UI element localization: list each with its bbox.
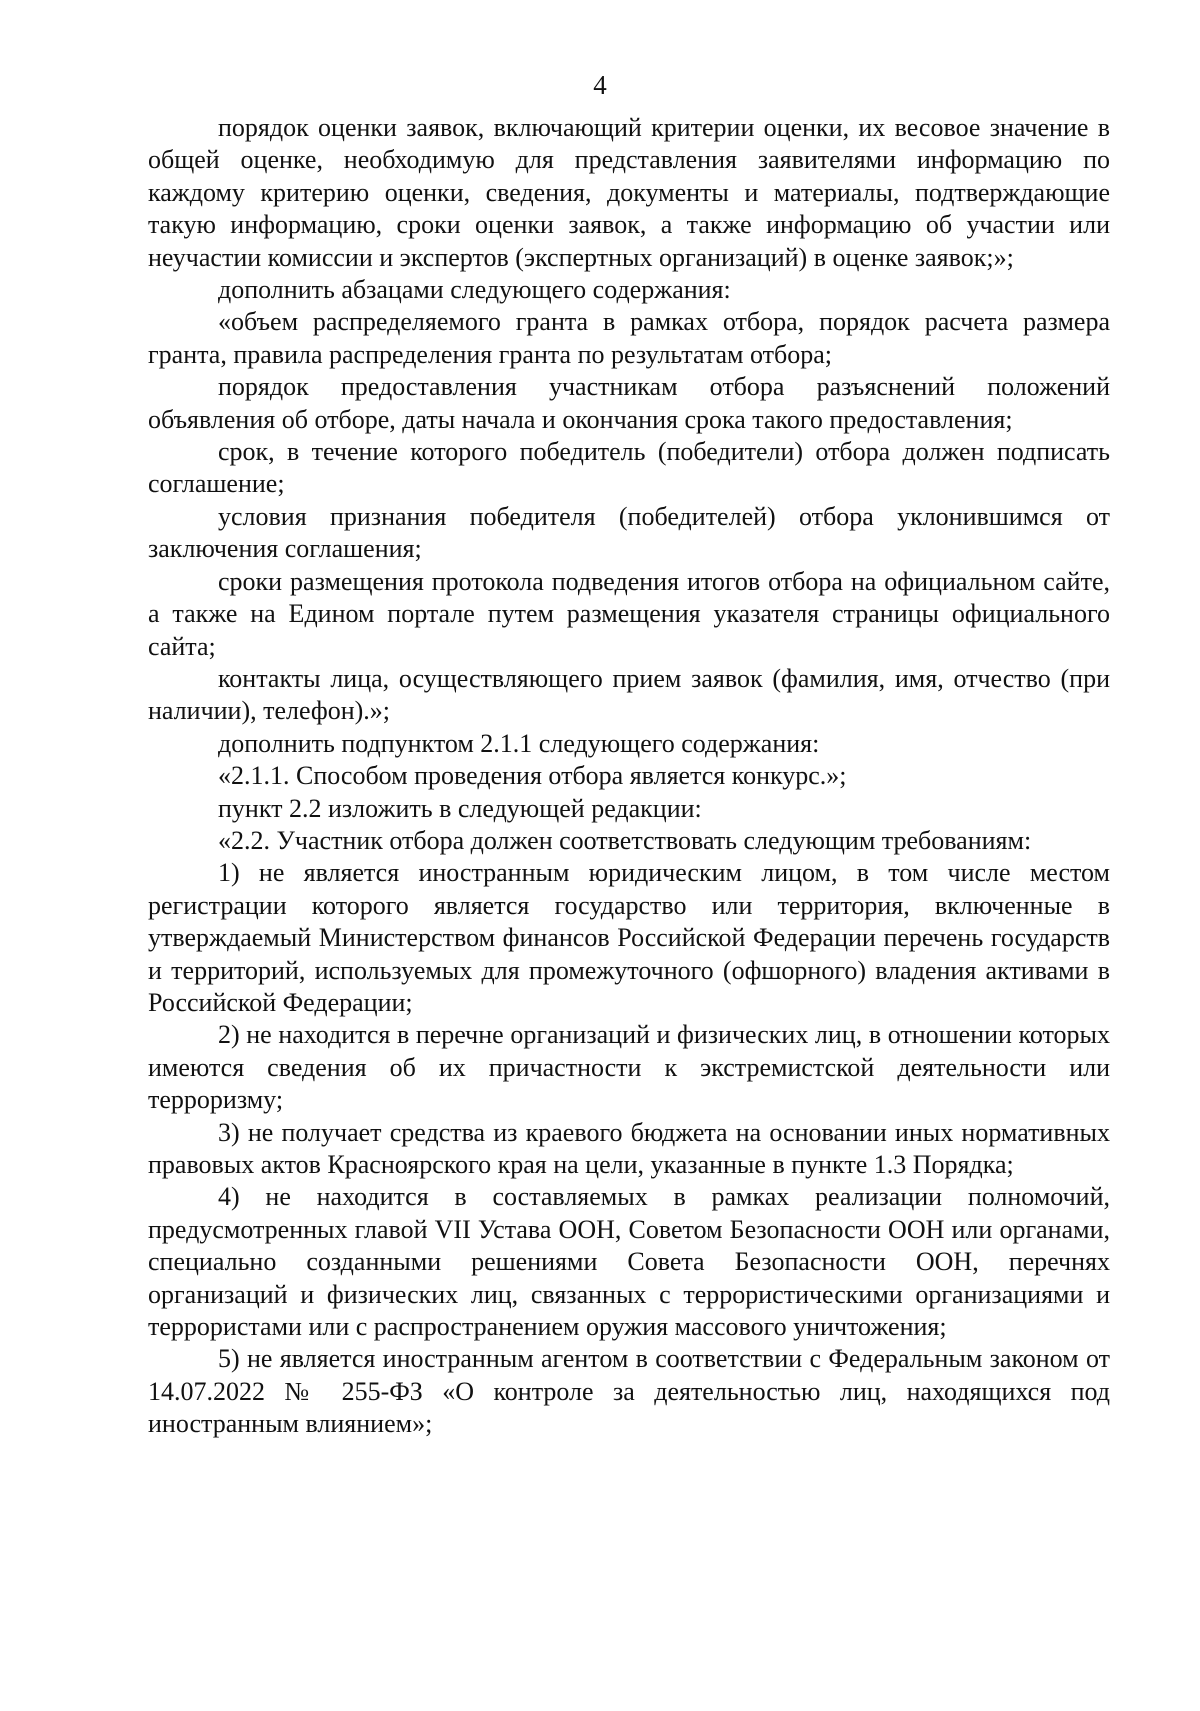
- paragraph-contacts: контакты лица, осуществляющего прием заявок (фамилия, имя, отчество (при наличии), телефон).»;: [148, 663, 1110, 726]
- paragraph-add-subclause: дополнить подпунктом 2.1.1 следующего содержания:: [218, 728, 820, 758]
- paragraph-requirement-4: 4) не находится в составляемых в рамках реализации полномочий, предусмотренных главой VII Устава ООН, Советом Безопасности ООН или органами, специально созданными решениями Совета Безопасности ООН, перечнях организаций и физических лиц, связанных с террористическими организациями и террористами или с распространением оружия массового уничтожения;: [148, 1182, 1110, 1342]
- paragraph-clarifications: порядок предоставления участникам отбора разъяснений положений объявления об отборе, даты начала и окончания срока такого предоставления;: [148, 372, 1110, 434]
- paragraph-requirement-3: 3) не получает средства из краевого бюджета на основании иных нормативных правовых актов Красноярского края на цели, указанные в пункте 1.3 Порядка;: [148, 1117, 1110, 1179]
- paragraph-clause-2-2-instruction: пункт 2.2 изложить в следующей редакции:: [218, 793, 702, 823]
- paragraph-evasion-conditions: условия признания победителя (победителей) отбора уклонившимся от заключения соглашения;: [148, 501, 1110, 564]
- paragraph-clause-2-2: «2.2. Участник отбора должен соответствовать следующим требованиям:: [218, 825, 1032, 855]
- paragraph-supplement-instruction: дополнить абзацами следующего содержания:: [218, 275, 731, 305]
- document-body: [148, 112, 1110, 1441]
- paragraph-grant-volume: «объем распределяемого гранта в рамках отбора, порядок расчета размера гранта, правила распределения гранта по результатам отбора;: [148, 307, 1110, 369]
- paragraph-protocol-publication: сроки размещения протокола подведения итогов отбора на официальном сайте, а также на Едином портале путем размещения указателя страницы официального сайта;: [148, 566, 1110, 661]
- paragraph-requirement-2: 2) не находится в перечне организаций и физических лиц, в отношении которых имеются сведения об их причастности к экстремистской деятельности или терроризму;: [148, 1020, 1110, 1115]
- paragraph-evaluation-procedure: порядок оценки заявок, включающий критерии оценки, их весовое значение в общей оценке, необходимую для представления заявителями информацию по каждому критерию оценки, сведения, документы и материалы, подтверждающие такую информацию, сроки оценки заявок, а также информацию об участии или неучастии комиссии и экспертов (экспертных организаций) в оценке заявок;»;: [148, 113, 1110, 272]
- paragraph-requirement-5: 5) не является иностранным агентом в соответствии с Федеральным законом от 14.07.2022 № 255-ФЗ «О контроле за деятельностью лиц, находящихся под иностранным влиянием»;: [148, 1344, 1110, 1439]
- paragraph-subclause-2-1-1: «2.1.1. Способом проведения отбора является конкурс.»;: [218, 761, 847, 791]
- paragraph-signing-deadline: срок, в течение которого победитель (победители) отбора должен подписать соглашение;: [148, 437, 1110, 499]
- page-number: 4: [593, 70, 607, 100]
- paragraph-requirement-1: 1) не является иностранным юридическим лицом, в том числе местом регистрации которого является государство или территория, включенные в утверждаемый Министерством финансов Российской Федерации перечень государств и территорий, используемых для промежуточного (офшорного) владения активами в Российской Федерации;: [148, 858, 1110, 1017]
